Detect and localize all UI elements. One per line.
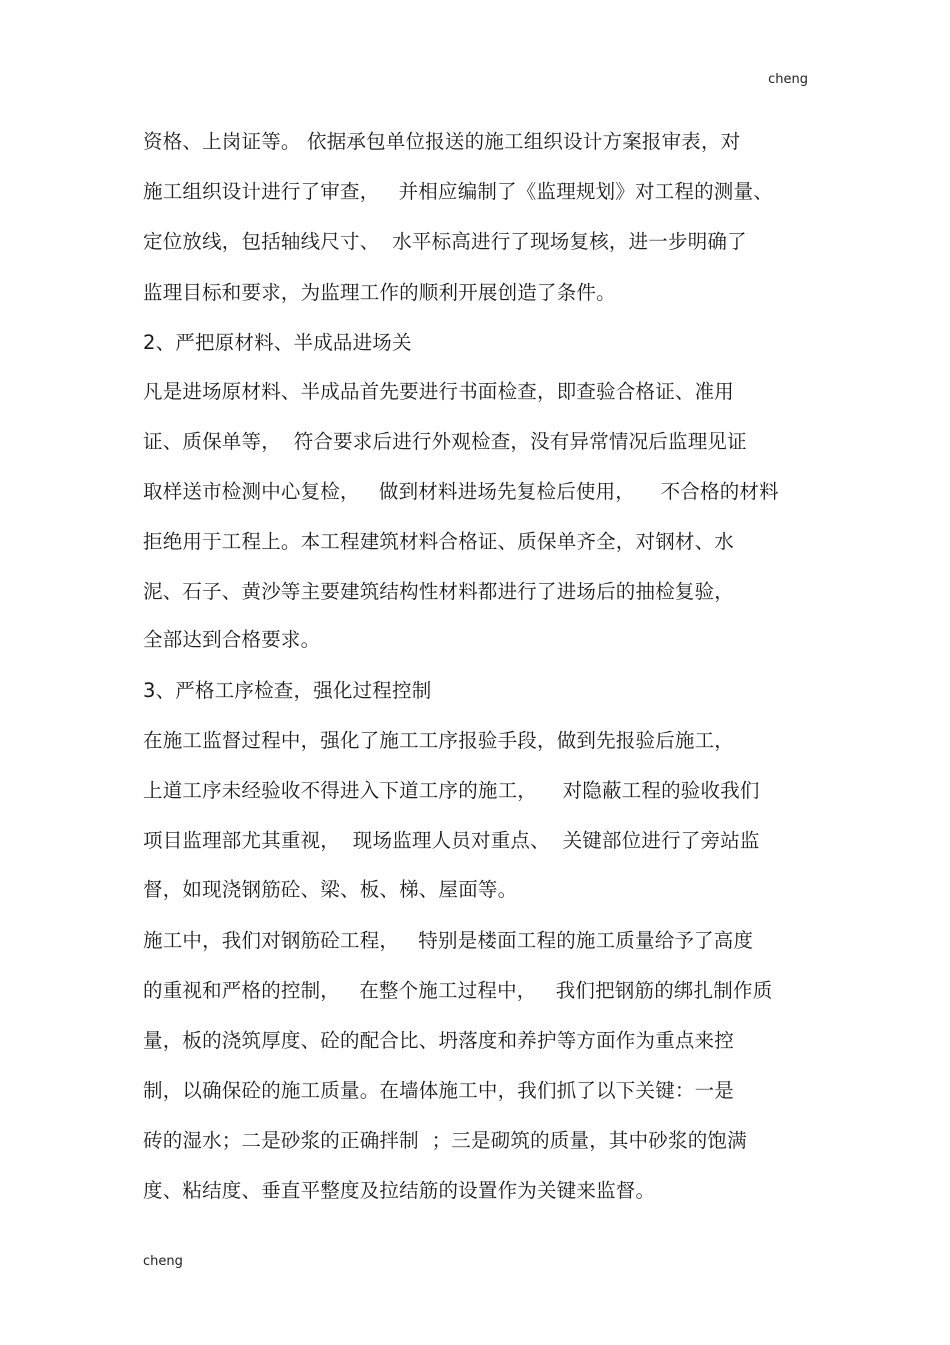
paragraph-line: 的重视和严格的控制， 在整个施工过程中， 我们把钢筋的绑扎制作质 [143,979,773,1002]
page-footer: cheng [143,1254,183,1269]
paragraph-line: 证、质保单等， 符合要求后进行外观检查，没有异常情况后监理见证 [143,430,747,453]
paragraph-line: 凡是进场原材料、半成品首先要进行书面检查，即查验合格证、准用 [143,380,735,403]
paragraph-line: 全部达到合格要求。 [143,628,321,651]
paragraph-line: 上道工序未经验收不得进入下道工序的施工， 对隐蔽工程的验收我们 [143,779,760,802]
paragraph-line: 拒绝用于工程上。本工程建筑材料合格证、质保单齐全，对钢材、水 [143,530,735,553]
paragraph-line: 监理目标和要求，为监理工作的顺利开展创造了条件。 [143,281,616,304]
paragraph-line: 度、粘结度、垂直平整度及拉结筋的设置作为关键来监督。 [143,1179,656,1202]
paragraph-line: 项目监理部尤其重视， 现场监理人员对重点、 关键部位进行了旁站监 [143,829,760,852]
paragraph-line: 督，如现浇钢筋砼、梁、板、梯、屋面等。 [143,878,518,901]
section-heading: 2、严把原材料、半成品进场关 [143,331,412,354]
section-heading: 3、严格工序检查，强化过程控制 [143,679,432,702]
paragraph-line: 施工中，我们对钢筋砼工程， 特别是楼面工程的施工质量给予了高度 [143,929,754,952]
paragraph-line: 制，以确保砼的施工质量。在墙体施工中，我们抓了以下关键：一是 [143,1079,735,1102]
paragraph-line: 资格、上岗证等。 依据承包单位报送的施工组织设计方案报审表，对 [143,130,741,153]
paragraph-line: 定位放线，包括轴线尺寸、 水平标高进行了现场复核，进一步明确了 [143,230,747,253]
paragraph-line: 在施工监督过程中，强化了施工工序报验手段，做到先报验后施工， [143,729,735,752]
page-header: cheng [768,72,808,87]
paragraph-line: 砖的湿水；二是砂浆的正确拌制 ；三是砌筑的质量，其中砂浆的饱满 [143,1129,747,1152]
paragraph-line: 取样送市检测中心复检， 做到材料进场先复检后使用， 不合格的材料 [143,480,779,503]
paragraph-line: 施工组织设计进行了审查， 并相应编制了《监理规划》对工程的测量、 [143,180,773,203]
paragraph-line: 量，板的浇筑厚度、砼的配合比、坍落度和养护等方面作为重点来控 [143,1029,735,1052]
paragraph-line: 泥、石子、黄沙等主要建筑结构性材料都进行了进场后的抽检复验， [143,580,735,603]
